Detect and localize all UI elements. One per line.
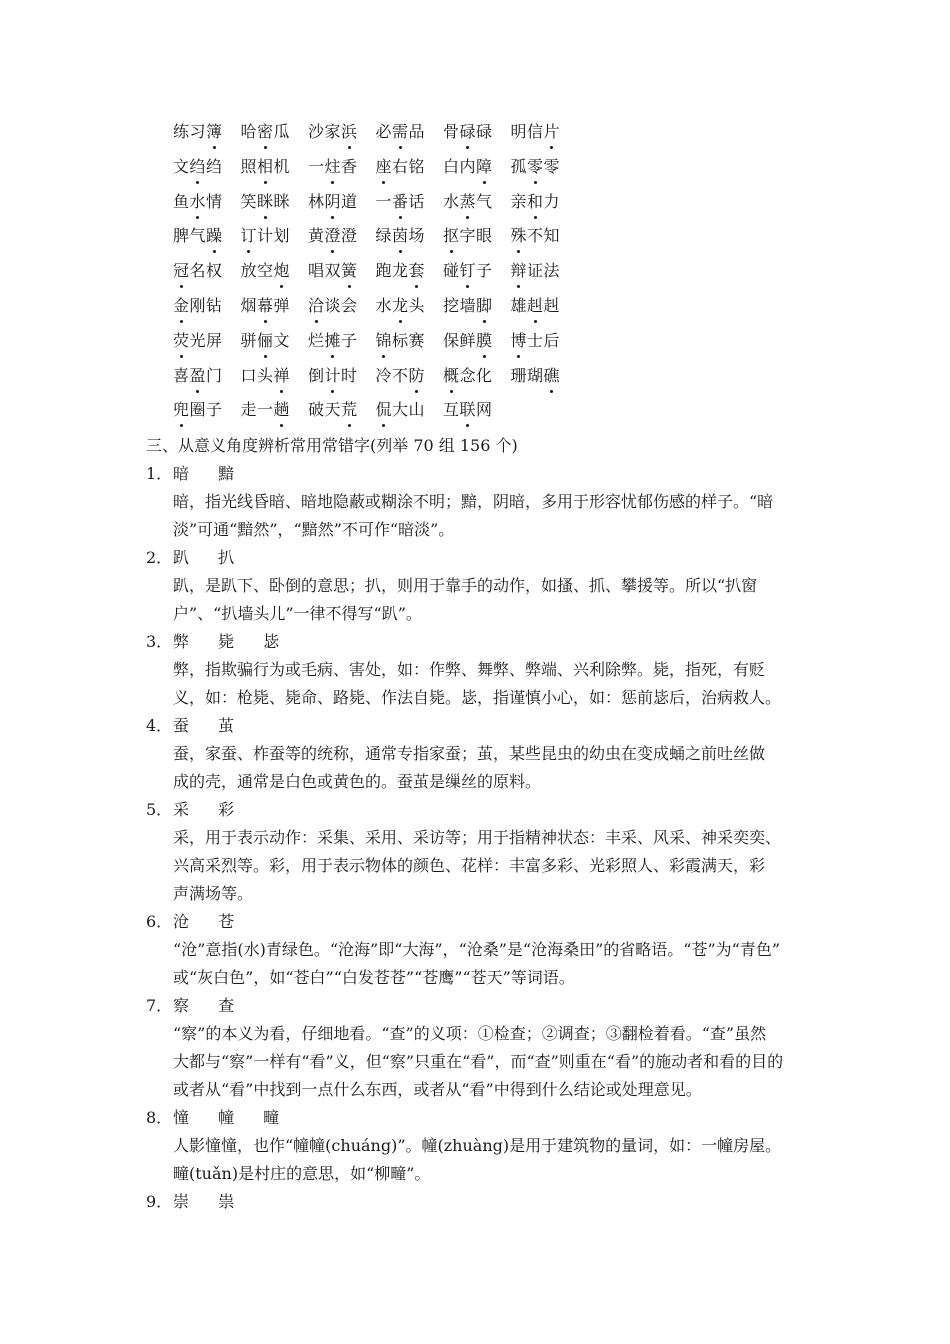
entry-number: 9． (146, 1192, 173, 1211)
entry-text-line: 疃(tuǎn)是村庄的意思，如“柳疃”。 (173, 1164, 431, 1183)
entry (146, 544, 836, 628)
word-item: 唱双簧 (308, 257, 376, 285)
word-item: 破天荒 (308, 396, 376, 424)
entry-number: 1． (146, 464, 173, 483)
entry (146, 1188, 836, 1216)
entry-text-line: 义，如：枪毙、毙命、路毙、作法自毙。毖，指谨慎小心，如：惩前毖后，治病救人。 (173, 688, 782, 707)
word-row (173, 257, 793, 292)
entry-explanation (173, 1020, 836, 1104)
word-item: 放空炮 (241, 257, 309, 285)
entry-text-line: “察”的本义为看，仔细地看。“查”的义项：①检查；②调查；③翻检着看。“查”虽然 (173, 1024, 767, 1043)
word-item: 笑眯眯 (241, 188, 309, 216)
entry-explanation (173, 824, 836, 908)
word-item: 辩证法 (511, 257, 579, 285)
word-item: 金刚钻 (173, 292, 241, 320)
word-row (173, 362, 793, 397)
entry-text-line: 采，用于表示动作：采集、采用、采访等；用于指精神状态：丰采、风采、神采奕奕、 (173, 828, 782, 847)
word-item: 孤零零 (511, 153, 579, 181)
entry-number: 2． (146, 548, 173, 567)
entry-text-line: 户”、“扒墙头儿”一律不得写“趴”。 (173, 604, 422, 623)
entry-text-line: 大都与“察”一样有“看”义，但“察”只重在“看”，而“查”则重在“看”的施动者和看的目的 (173, 1052, 784, 1071)
word-item: 抠字眼 (443, 222, 511, 250)
entry-text-line: 淡”可通“黯然”，“黯然”不可作“暗淡”。 (173, 520, 455, 539)
entry-characters: 暗 黯 (173, 464, 247, 483)
entry-text-line: 成的壳，通常是白色或黄色的。蚕茧是缫丝的原料。 (173, 772, 542, 791)
word-row (173, 118, 793, 153)
entry-text-line: 弊，指欺骗行为或毛病、害处，如：作弊、舞弊、弊端、兴利除弊。毙，指死，有贬 (173, 660, 766, 679)
word-item: 骨碌碌 (443, 118, 511, 146)
word-row (173, 327, 793, 362)
entry-characters: 察 查 (173, 996, 247, 1015)
word-item: 照相机 (241, 153, 309, 181)
entry-heading (146, 460, 836, 488)
word-item: 烂摊子 (308, 327, 376, 355)
word-item: 互联网 (443, 396, 511, 424)
word-row (173, 396, 793, 431)
word-item: 座右铭 (376, 153, 444, 181)
entry-heading (146, 712, 836, 740)
word-item: 必需品 (376, 118, 444, 146)
entry-characters: 弊 毙 毖 (173, 632, 292, 651)
word-item: 白内障 (443, 153, 511, 181)
word-item: 一炷香 (308, 153, 376, 181)
entry (146, 796, 836, 908)
word-item: 倒计时 (308, 362, 376, 390)
entry-heading (146, 1104, 836, 1132)
word-item: 鱼水情 (173, 188, 241, 216)
word-item: 冠名权 (173, 257, 241, 285)
entry-text-line: 或“灰白色”，如“苍白”“白发苍苍”“苍鹰”“苍天”等词语。 (173, 968, 575, 987)
entry-number: 3． (146, 632, 173, 651)
word-item: 荧光屏 (173, 327, 241, 355)
word-row (173, 153, 793, 188)
word-item: 口头禅 (241, 362, 309, 390)
word-item: 水蒸气 (443, 188, 511, 216)
word-item: 锦标赛 (376, 327, 444, 355)
section-title: 三、从意义角度辨析常用常错字(列举 70 组 156 个) (146, 436, 518, 455)
word-item: 烟幕弹 (241, 292, 309, 320)
word-item: 珊瑚礁 (511, 362, 579, 390)
entry-heading (146, 1188, 836, 1216)
word-item: 殊不知 (511, 222, 579, 250)
word-item: 博士后 (511, 327, 579, 355)
entry-explanation (173, 1132, 836, 1188)
entry-heading (146, 908, 836, 936)
word-item: 沙家浜 (308, 118, 376, 146)
word-row (173, 188, 793, 223)
word-item: 亲和力 (511, 188, 579, 216)
entry-text-line: 声满场等。 (173, 884, 254, 903)
word-item: 冷不防 (376, 362, 444, 390)
word-item: 跑龙套 (376, 257, 444, 285)
entry-heading (146, 544, 836, 572)
word-item: 雄赳赳 (511, 292, 579, 320)
entries-list (146, 460, 836, 1216)
entry-text-line: “沧”意指(水)青绿色。“沧海”即“大海”，“沧桑”是“沧海桑田”的省略语。“苍”为“青色” (173, 940, 781, 959)
word-item: 骈俪文 (241, 327, 309, 355)
entry-text-line: 暗，指光线昏暗、暗地隐蔽或糊涂不明；黯，阴暗，多用于形容忧郁伤感的样子。“暗 (173, 492, 774, 511)
entry-number: 8． (146, 1108, 173, 1127)
word-item: 洽谈会 (308, 292, 376, 320)
entry-characters: 蚕 茧 (173, 716, 247, 735)
word-item: 碰钉子 (443, 257, 511, 285)
entry-heading (146, 992, 836, 1020)
entry (146, 628, 836, 712)
word-item: 文绉绉 (173, 153, 241, 181)
entry-number: 6． (146, 912, 173, 931)
entry (146, 460, 836, 544)
word-item: 绿茵场 (376, 222, 444, 250)
entry (146, 712, 836, 796)
entry-explanation (173, 740, 836, 796)
entry-explanation (173, 572, 836, 628)
entry-heading (146, 796, 836, 824)
entry-characters: 崇 祟 (173, 1192, 247, 1211)
entry (146, 992, 836, 1104)
word-item: 订计划 (241, 222, 309, 250)
entry-text-line: 或者从“看”中找到一点什么东西，或者从“看”中得到什么结论或处理意见。 (173, 1080, 702, 1099)
word-item: 兜圈子 (173, 396, 241, 424)
word-item: 脾气躁 (173, 222, 241, 250)
word-item: 明信片 (511, 118, 579, 146)
word-item: 哈密瓜 (241, 118, 309, 146)
word-item: 保鲜膜 (443, 327, 511, 355)
entry-text-line: 蚕，家蚕、柞蚕等的统称，通常专指家蚕；茧，某些昆虫的幼虫在变成蛹之前吐丝做 (173, 744, 766, 763)
word-item: 林阴道 (308, 188, 376, 216)
entry-text-line: 趴，是趴下、卧倒的意思；扒，则用于靠手的动作，如搔、抓、攀援等。所以“扒窗 (173, 576, 758, 595)
entry (146, 908, 836, 992)
word-item: 挖墙脚 (443, 292, 511, 320)
word-row (173, 222, 793, 257)
entry-number: 4． (146, 716, 173, 735)
word-item: 喜盈门 (173, 362, 241, 390)
entry-characters: 采 彩 (173, 800, 247, 819)
entry-text-line: 人影憧憧，也作“幢幢(chuáng)”。幢(zhuàng)是用于建筑物的量词，如：一幢房屋。 (173, 1136, 782, 1155)
entry (146, 1104, 836, 1188)
entry-characters: 沧 苍 (173, 912, 247, 931)
word-item: 侃大山 (376, 396, 444, 424)
entry-number: 7． (146, 996, 173, 1015)
word-item: 概念化 (443, 362, 511, 390)
word-item: 水龙头 (376, 292, 444, 320)
entry-heading (146, 628, 836, 656)
word-grid (173, 118, 793, 431)
word-item: 一番话 (376, 188, 444, 216)
word-item: 练习簿 (173, 118, 241, 146)
word-item: 走一趟 (241, 396, 309, 424)
entry-characters: 趴 扒 (173, 548, 247, 567)
entry-explanation (173, 488, 836, 544)
entry-explanation (173, 656, 836, 712)
entry-text-line: 兴高采烈等。彩，用于表示物体的颜色、花样：丰富多彩、光彩照人、彩霞满天，彩 (173, 856, 766, 875)
word-item: 黄澄澄 (308, 222, 376, 250)
entry-number: 5． (146, 800, 173, 819)
word-row (173, 292, 793, 327)
entry-explanation (173, 936, 836, 992)
entry-characters: 憧 幢 疃 (173, 1108, 292, 1127)
